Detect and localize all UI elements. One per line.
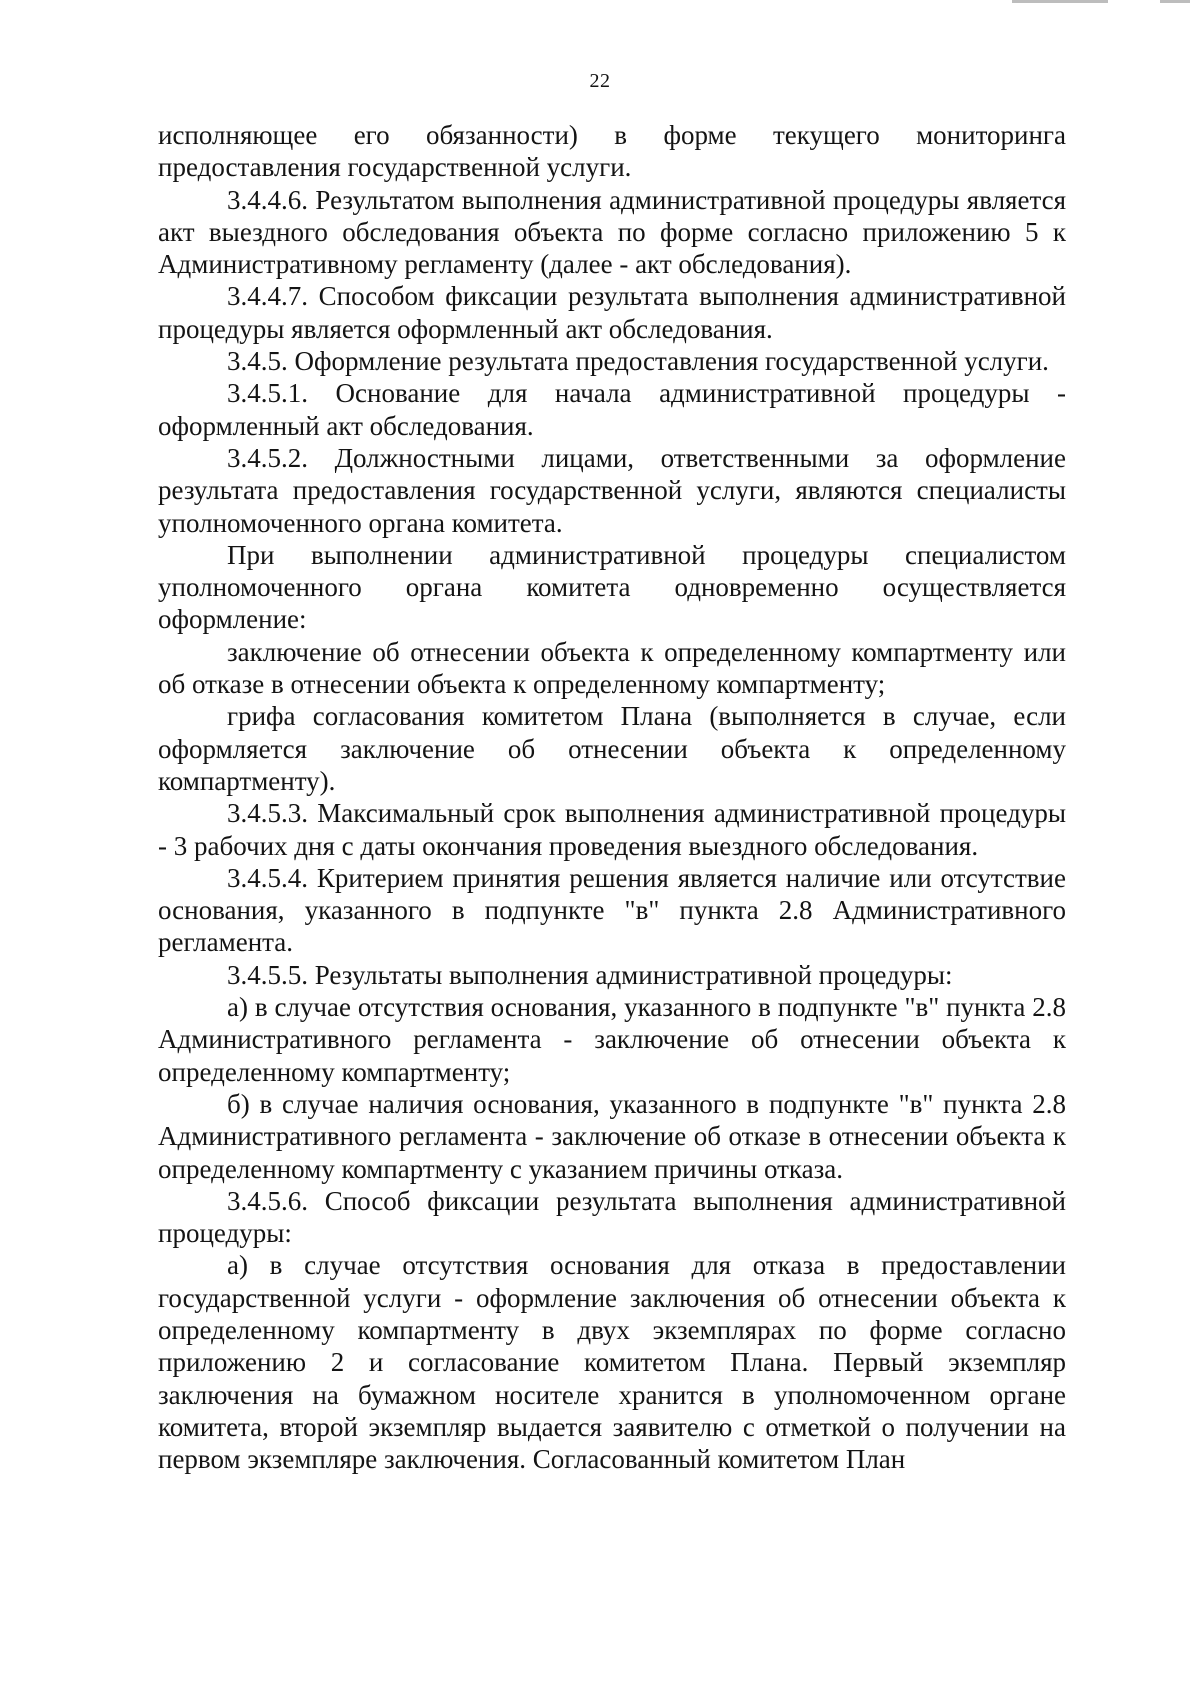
list-item: грифа согласования комитетом Плана (выполняется в случае, если оформляется заключение об отнесении объекта к определенному компартменту). — [158, 701, 1066, 796]
list-item: б) в случае наличия основания, указанного в подпункте "в" пункта 2.8 Административного регламента - заключение об отказе в отнесении объекта к определенному компартменту с указанием причины отказа. — [158, 1088, 1066, 1184]
paragraph: 3.4.5.5. Результаты выполнения административной процедуры: — [227, 959, 953, 990]
paragraph: 3.4.5.3. Максимальный срок выполнения административной процедуры - 3 рабочих дня с даты окончания проведения выездного обследования. — [158, 798, 1066, 861]
list-item: а) в случае отсутствия основания, указанного в подпункте "в" пункта 2.8 Административного регламента - заключение об отнесении объекта к определенному компартменту; — [158, 992, 1066, 1087]
paragraph: 3.4.4.7. Способом фиксации результата выполнения административной процедуры является оформленный акт обследования. — [158, 281, 1066, 344]
paragraph: 3.4.5.2. Должностными лицами, ответственными за оформление результата предоставления государственной услуги, являются специалисты уполномоченного органа комитета. — [158, 442, 1066, 538]
paragraph: При выполнении административной процедуры специалистом уполномоченного органа комитета одновременно осуществляется оформление: — [158, 539, 1066, 635]
list-item: заключение об отнесении объекта к определенному компартменту или об отказе в отнесении объекта к определенному компартменту; — [158, 636, 1066, 700]
body-text — [158, 119, 1066, 1475]
list-item: а) в случае отсутствия основания для отказа в предоставлении государственной услуги - оформление заключения об отнесении объекта к определенному компартменту в двух экземплярах по форме согласно приложению 2 и согласование комитетом Плана. Первый экземпляр заключения на бумажном носителе хранится в уполномоченном органе комитета, второй экземпляр выдается заявителю с отметкой о получении на первом экземпляре заключения. Согласованный комитетом План — [158, 1250, 1066, 1475]
paragraph: 3.4.5.6. Способ фиксации результата выполнения административной процедуры: — [158, 1185, 1066, 1249]
page-number: 22 — [589, 70, 611, 92]
paragraph: 3.4.4.6. Результатом выполнения административной процедуры является акт выездного обследования объекта по форме согласно приложению 5 к Административному регламенту (далее - акт обследования). — [158, 184, 1066, 280]
paragraph: 3.4.5.1. Основание для начала административной процедуры - оформленный акт обследования. — [158, 378, 1066, 441]
paragraph: 3.4.5.4. Критерием принятия решения является наличие или отсутствие основания, указанного в подпункте "в" пункта 2.8 Административного регламента. — [158, 862, 1066, 958]
scan-artifact — [1012, 0, 1108, 3]
paragraph: исполняющее его обязанности) в форме текущего мониторинга предоставления государственной услуги. — [158, 120, 1066, 183]
section-heading: 3.4.5. Оформление результата предоставления государственной услуги. — [227, 346, 1049, 377]
scan-artifact — [1160, 0, 1190, 3]
